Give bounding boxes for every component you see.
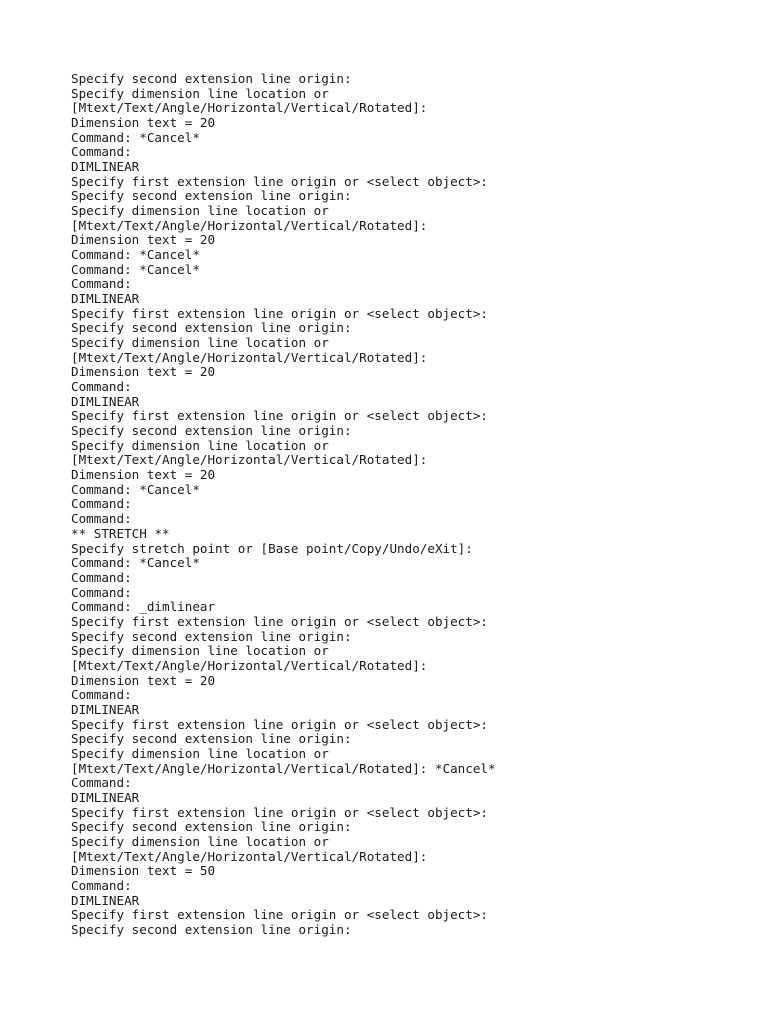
command-line: ** STRETCH ** — [71, 525, 170, 541]
command-line: Specify dimension line location or — [71, 643, 329, 659]
command-line: [Mtext/Text/Angle/Horizontal/Vertical/Rotated]: — [71, 848, 428, 864]
command-line: Specify first extension line origin or <select object>: — [71, 804, 489, 820]
command-line: Specify first extension line origin or <select object>: — [71, 613, 489, 629]
command-line: Specify second extension line origin: — [71, 423, 352, 439]
command-line: Command: — [71, 144, 132, 160]
command-line: DIMLINEAR — [71, 159, 140, 175]
command-line: [Mtext/Text/Angle/Horizontal/Vertical/Rotated]: — [71, 657, 428, 673]
command-line: Command: _dimlinear — [71, 599, 216, 615]
command-line: DIMLINEAR — [71, 393, 140, 409]
command-line: Command: *Cancel* — [71, 481, 200, 497]
command-line: DIMLINEAR — [71, 291, 140, 307]
command-line: Dimension text = 50 — [71, 863, 216, 879]
command-line: Specify first extension line origin or <select object>: — [71, 305, 489, 321]
command-line: Command: — [71, 379, 132, 395]
command-line: Specify second extension line origin: — [71, 819, 352, 835]
command-line: DIMLINEAR — [71, 892, 140, 908]
command-history-text — [71, 72, 496, 938]
command-line: Specify dimension line location or — [71, 85, 329, 101]
command-line: Specify dimension line location or — [71, 437, 329, 453]
command-line: Specify second extension line origin: — [71, 628, 352, 644]
command-line: Command: — [71, 877, 132, 893]
command-line: Specify dimension line location or — [71, 335, 329, 351]
command-line: Dimension text = 20 — [71, 672, 216, 688]
command-line: Command: — [71, 496, 132, 512]
command-line: [Mtext/Text/Angle/Horizontal/Vertical/Rotated]: — [71, 100, 428, 116]
command-line: Specify second extension line origin: — [71, 320, 352, 336]
command-line: [Mtext/Text/Angle/Horizontal/Vertical/Rotated]: *Cancel* — [71, 760, 496, 776]
command-line: Dimension text = 20 — [71, 115, 216, 131]
command-line: Command: — [71, 276, 132, 292]
command-line: Specify dimension line location or — [71, 203, 329, 219]
command-line: Command: — [71, 511, 132, 527]
command-line: [Mtext/Text/Angle/Horizontal/Vertical/Rotated]: — [71, 452, 428, 468]
command-line: Specify dimension line location or — [71, 745, 329, 761]
command-line: Command: *Cancel* — [71, 129, 200, 145]
command-line: DIMLINEAR — [71, 701, 140, 717]
command-line: Specify second extension line origin: — [71, 921, 352, 937]
command-line: Specify first extension line origin or <select object>: — [71, 716, 489, 732]
command-line: Specify first extension line origin or <select object>: — [71, 173, 489, 189]
command-line: Dimension text = 20 — [71, 232, 216, 248]
command-line: Specify dimension line location or — [71, 833, 329, 849]
command-line: Command: *Cancel* — [71, 261, 200, 277]
command-line: Specify second extension line origin: — [71, 188, 352, 204]
command-line: Dimension text = 20 — [71, 364, 216, 380]
command-line: Specify first extension line origin or <select object>: — [71, 408, 489, 424]
command-line: Specify second extension line origin: — [71, 71, 352, 86]
command-line: Specify first extension line origin or <select object>: — [71, 907, 489, 923]
command-line: Command: — [71, 775, 132, 791]
command-line: DIMLINEAR — [71, 789, 140, 805]
command-line: Command: — [71, 569, 132, 585]
command-line: Command: *Cancel* — [71, 247, 200, 263]
command-line: Command: — [71, 687, 132, 703]
command-line: [Mtext/Text/Angle/Horizontal/Vertical/Rotated]: — [71, 217, 428, 233]
command-line: Specify second extension line origin: — [71, 731, 352, 747]
command-line: Command: — [71, 584, 132, 600]
command-line: Specify stretch point or [Base point/Copy/Undo/eXit]: — [71, 540, 473, 556]
command-line: Command: *Cancel* — [71, 555, 200, 571]
command-line: [Mtext/Text/Angle/Horizontal/Vertical/Rotated]: — [71, 349, 428, 365]
command-line: Dimension text = 20 — [71, 467, 216, 483]
